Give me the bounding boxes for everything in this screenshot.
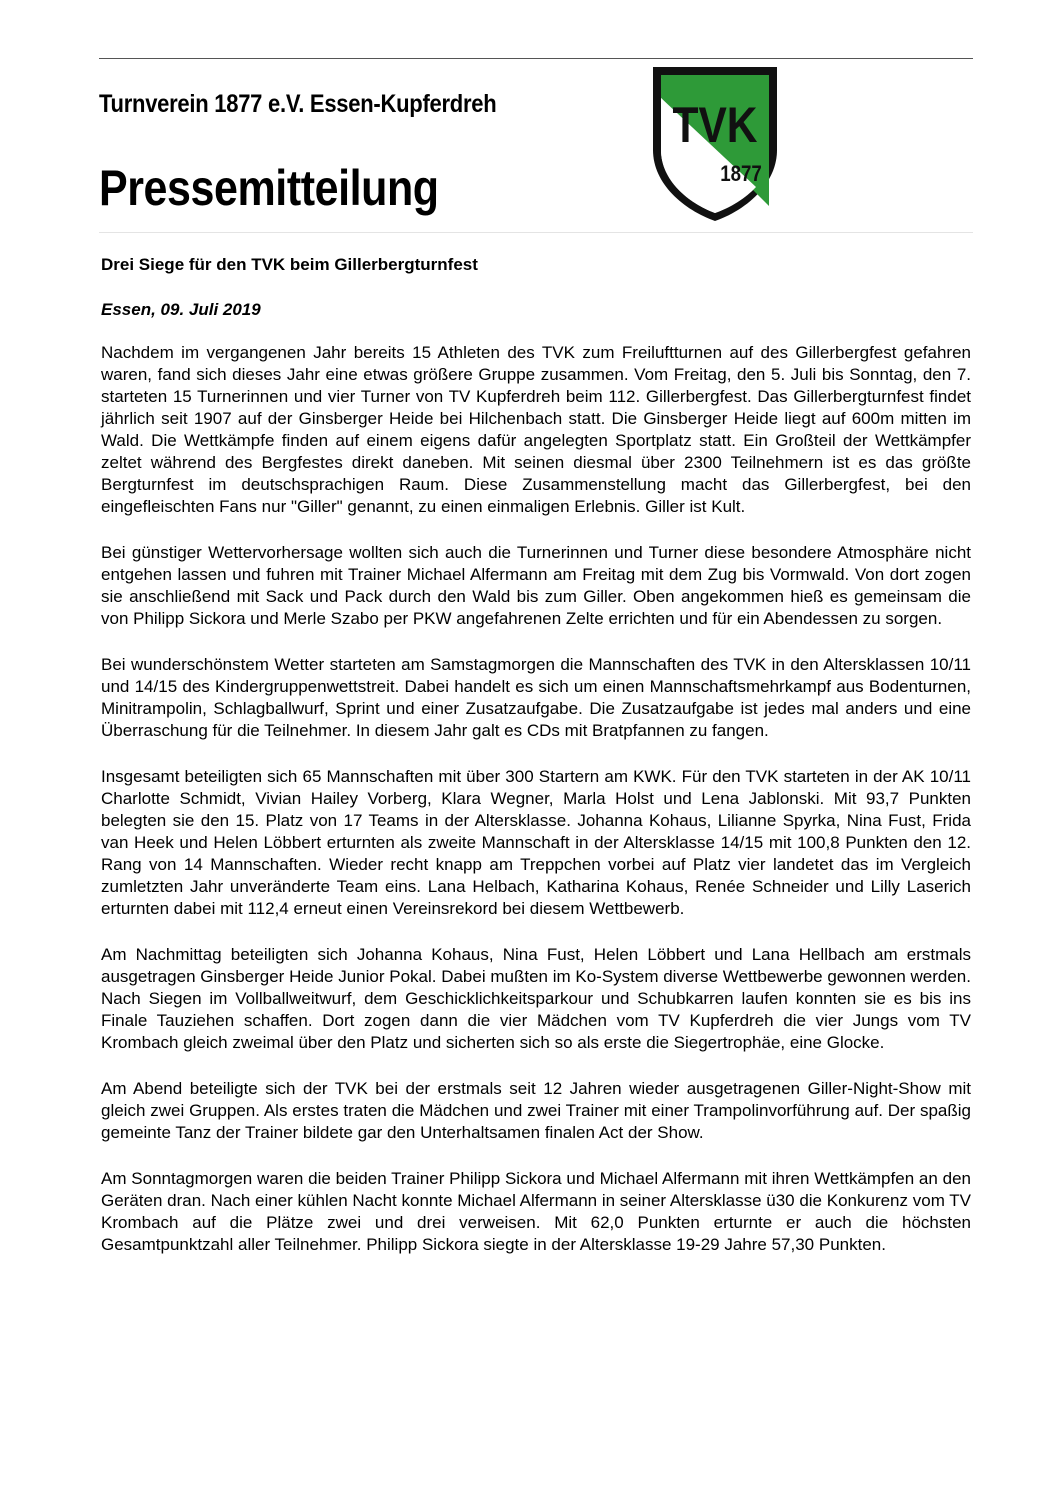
article-paragraph: Insgesamt beteiligten sich 65 Mannschaften mit über 300 Startern am KWK. Für den TVK starteten in der AK 10/11 Charlotte Schmidt, Vivian Hailey Vorberg, Klara Wegner, Marla Holst und Lena Jablonski. Mit 93,7 Punkten belegten sie den 15. Platz von 17 Teams in der Altersklasse. Johanna Kohaus, Lilianne Spyrka, Nina Fust, Frida van Heek und Helen Löbbert erturnten als zweite Mannschaft in der Altersklasse 14/15 mit 100,8 Punkten den 12. Rang von 14 Mannschaften. Wieder recht knapp am Treppchen vorbei auf Platz vier landetet das im Vergleich zumletzten Jahr unveränderte Team eins. Lana Helbach, Katharina Kohaus, Renée Schneider und Lilly Laserich erturnten dabei mit 112,4 erneut einen Vereinsrekord bei diesem Wettbewerb. [101, 767, 971, 918]
article-headline: Drei Siege für den TVK beim Gillerbergturnfest [101, 255, 478, 274]
tvk-logo [650, 64, 780, 224]
logo-year: 1877 [720, 162, 762, 187]
top-rule [99, 58, 973, 59]
article-paragraph: Am Abend beteiligte sich der TVK bei der erstmals seit 12 Jahren wieder ausgetragenen Giller-Night-Show mit gleich zwei Gruppen. Als erstes traten die Mädchen und zwei Trainer mit einer Trampolinvorführung auf. Der spaßig gemeinte Tanz der Trainer bildete gar den Unterhaltsamen finalen Act der Show. [101, 1079, 971, 1142]
article-paragraph: Nachdem im vergangenen Jahr bereits 15 Athleten des TVK zum Freiluftturnen auf des Gillerbergfest gefahren waren, fand sich dieses Jahr eine etwas größere Gruppe zusammen. Vom Freitag, den 5. Juli bis Sonntag, den 7. starteten 15 Turnerinnen und vier Turner von TV Kupferdreh beim 112. Gillerbergfest. Das Gillerbergturnfest findet jährlich seit 1907 auf der Ginsberger Heide bei Hilchenbach statt. Die Ginsberger Heide liegt auf 600m mitten im Wald. Die Wettkämpfe finden auf einem eigens dafür angelegten Sportplatz statt. Ein Großteil der Wettkämpfer zeltet während des Bergfestes direkt daneben. Mit seinen diesmal über 2300 Teilnehmern ist es das größte Bergturnfest im deutschsprachigen Raum. Diese Zusammenstellung macht das Gillerbergfest, bei den eingefleischten Fans nur "Giller" genannt, zu einen einmaligen Erlebnis. Giller ist Kult. [101, 343, 971, 516]
header-rule [99, 232, 973, 233]
article-paragraph: Am Nachmittag beteiligten sich Johanna Kohaus, Nina Fust, Helen Löbbert und Lana Hellbach am erstmals ausgetragen Ginsberger Heide Junior Pokal. Dabei mußten im Ko-System diverse Wettbewerbe gewonnen werden. Nach Siegen im Vollballweitwurf, dem Geschicklichkeitsparkour und Schubkarren laufen konnten sie es bis ins Finale Tauziehen schaffen. Dort zogen dann die vier Mädchen vom TV Kupferdreh die vier Jungs vom TV Krombach gleich zweimal über den Platz und sicherten sich so als erste die Siegertrophäe, eine Glocke. [101, 945, 971, 1052]
article-paragraph: Bei günstiger Wettervorhersage wollten sich auch die Turnerinnen und Turner diese besondere Atmosphäre nicht entgehen lassen und fuhren mit Trainer Michael Alfermann am Freitag mit dem Zug bis Vormwald. Von dort zogen sie anschließend mit Sack und Pack durch den Wald bis zum Giller. Oben angekommen hieß es gemeinsam die von Philipp Sickora und Merle Szabo per PKW angefahrenen Zelte errichten und für ein Abendessen zu sorgen. [101, 543, 971, 628]
article-paragraph: Bei wunderschönstem Wetter starteten am Samstagmorgen die Mannschaften des TVK in den Altersklassen 10/11 und 14/15 des Kindergruppenwettstreit. Dabei handelt es sich um einen Mannschaftsmehrkampf aus Bodenturnen, Minitrampolin, Schlagballwurf, Sprint und einer Zusatzaufgabe. Die Zusatzaufgabe ist jedes mal anders und eine Überraschung für die Teilnehmer. In diesem Jahr galt es CDs mit Bratpfannen zu fangen. [101, 655, 971, 740]
document-type-title: Pressemitteilung [99, 160, 439, 216]
organization-name: Turnverein 1877 e.V. Essen-Kupferdreh [99, 90, 497, 118]
article-dateline: Essen, 09. Juli 2019 [101, 300, 261, 319]
logo-letters: TVK [672, 96, 758, 153]
article-paragraph: Am Sonntagmorgen waren die beiden Trainer Philipp Sickora und Michael Alfermann mit ihren Wettkämpfen an den Geräten dran. Nach einer kühlen Nacht konnte Michael Alfermann in seiner Altersklasse ü30 die Konkurenz vom TV Krombach auf die Plätze zwei und drei verweisen. Mit 62,0 Punkten erturnte er auch die höchsten Gesamtpunktzahl aller Teilnehmer. Philipp Sickora siegte in der Altersklasse 19-29 Jahre 57,30 Punkten. [101, 1169, 971, 1254]
article-body [101, 342, 971, 1280]
